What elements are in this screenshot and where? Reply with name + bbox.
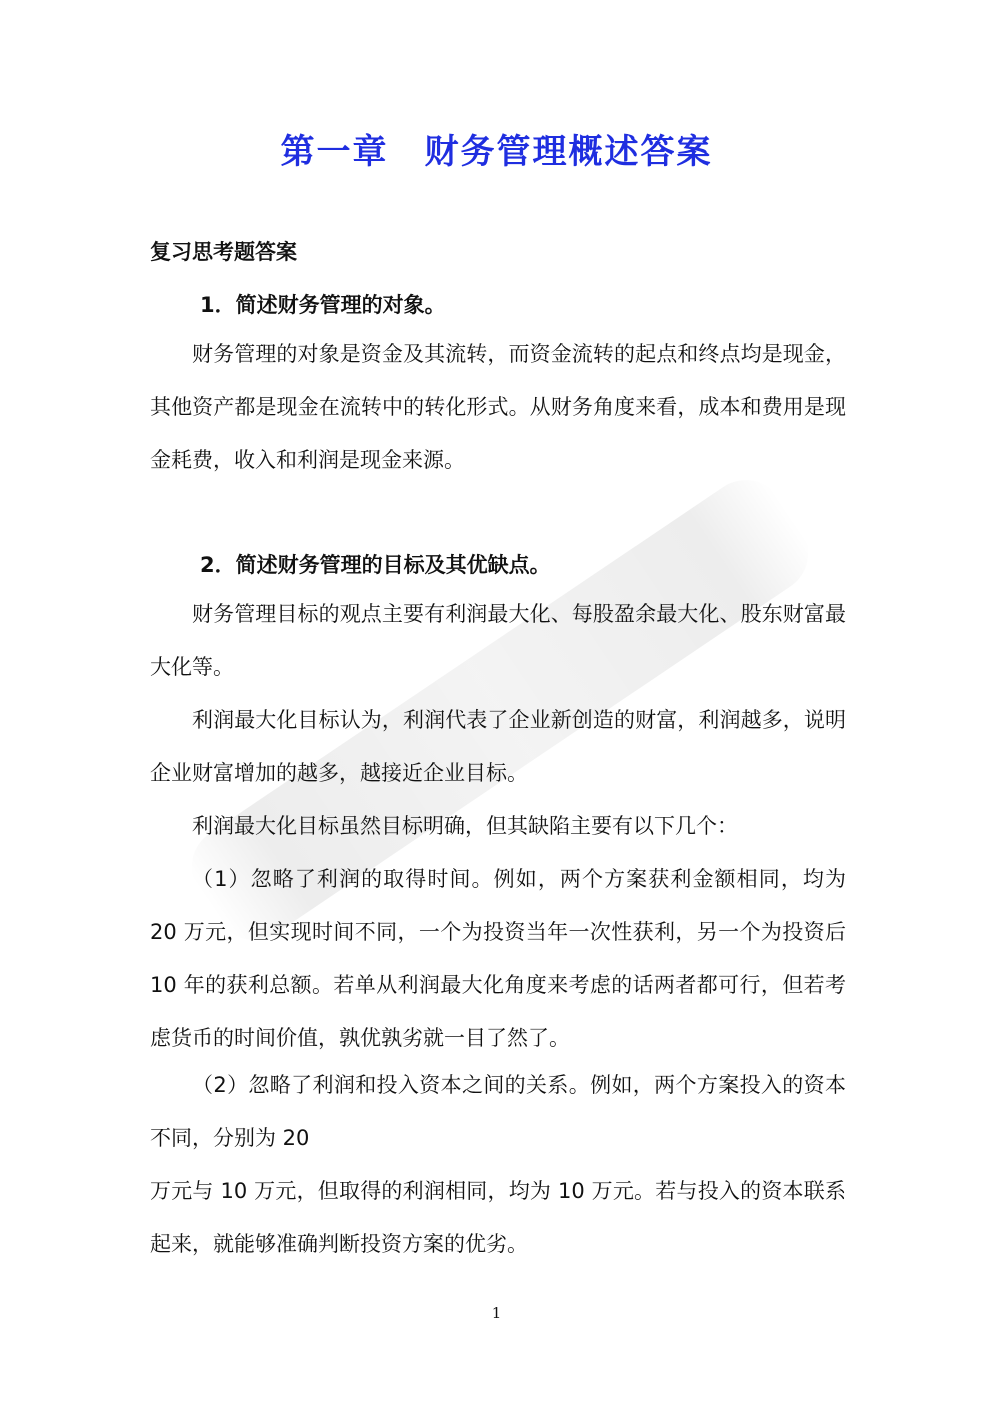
- page-number: 1: [491, 1304, 502, 1322]
- paragraph-6a: （2）忽略了利润和投入资本之间的关系。例如，两个方案投入的资本不同，分别为 20: [150, 1073, 846, 1150]
- paragraph-1: 财务管理的对象是资金及其流转，而资金流转的起点和终点均是现金，其他资产都是现金在流转中的转化形式。从财务角度来看，成本和费用是现金耗费，收入和利润是现金来源。: [150, 342, 846, 472]
- paragraph-4: 利润最大化目标虽然目标明确，但其缺陷主要有以下几个：: [192, 814, 738, 838]
- question-2: 2．简述财务管理的目标及其优缺点。: [200, 553, 551, 577]
- chapter-title: 第一章 财务管理概述答案: [280, 132, 713, 172]
- section-heading: 复习思考题答案: [150, 240, 297, 264]
- question-1: 1．简述财务管理的对象。: [200, 293, 446, 317]
- paragraph-5: （1）忽略了利润的取得时间。例如，两个方案获利金额相同，均为 20 万元，但实现时间不同，一个为投资当年一次性获利，另一个为投资后 10 年的获利总额。若单从利润最大化角度来考虑的话两者都可行，但若考虑货币的时间价值，孰优孰劣就一目了然了。: [150, 867, 846, 1050]
- paragraph-6b: 万元与 10 万元，但取得的利润相同，均为 10 万元。若与投入的资本联系起来，就能够准确判断投资方案的优劣。: [150, 1179, 846, 1256]
- paragraph-3: 利润最大化目标认为，利润代表了企业新创造的财富，利润越多，说明企业财富增加的越多，越接近企业目标。: [150, 708, 846, 785]
- paragraph-2: 财务管理目标的观点主要有利润最大化、每股盈余最大化、股东财富最大化等。: [150, 602, 846, 679]
